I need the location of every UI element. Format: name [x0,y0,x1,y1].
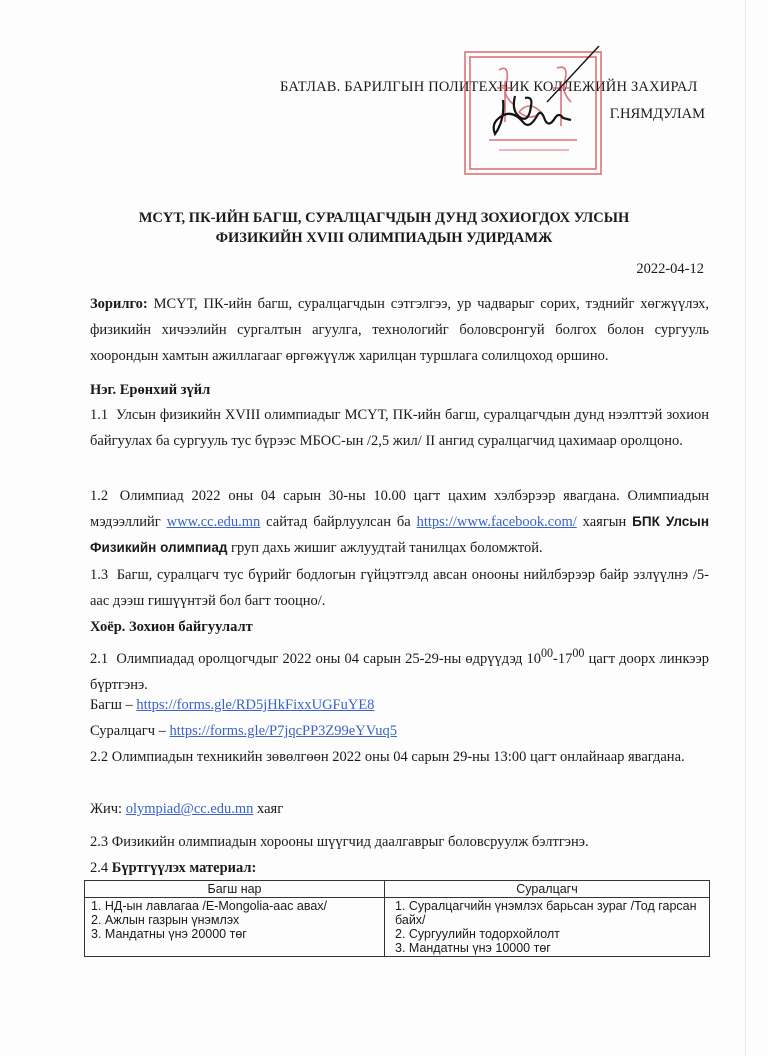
contact-email-link[interactable]: olympiad@cc.edu.mn [125,801,254,817]
item-text: -17 [553,650,573,667]
item-number: 1.2 [90,488,109,504]
title-line-1: МСҮТ, ПК-ИЙН БАГШ, СУРАЛЦАГЧДЫН ДУНД ЗОХИОГДОХ УЛСЫН [138,210,630,226]
scan-edge [745,0,746,1056]
contact-suffix: хаяг [253,801,284,817]
list-item: 2. Сургуулийн тодорхойлолт [395,927,560,941]
student-label: Суралцагч – [90,723,170,739]
website-link[interactable]: www.cc.edu.mn [166,514,261,530]
document-date: 2022-04-12 [636,261,704,277]
teacher-label: Багш – [90,697,137,713]
table-row [85,898,710,957]
title-line-2: ФИЗИКИЙН XVIII ОЛИМПИАДЫН УДИРДАМЖ [215,230,553,246]
registration-materials-table [84,880,710,957]
list-item-2-4 [90,855,709,881]
teacher-registration [90,692,709,718]
goal-text: МСҮТ, ПК-ийн багш, суралцагчдын сэтгэлгээ, ур чадварыг сорих, тэднийг хөгжүүлэх, физикийн хичээлийн сургалтын агуулга, технологийг боловсронгуй болгох болон сургууль хоорондын хамтын ажиллагааг өргөжүүлж харилцан туршлага солилцоход оршино. [90,296,709,364]
time-sup: 00 [540,646,554,660]
document-title [0,208,768,248]
goal-paragraph [90,291,709,369]
goal-label: Зорилго: [90,296,148,312]
contact-note [90,796,709,822]
item-text: хаягын [576,514,633,530]
item-text: сайтад байрлуулсан ба [260,514,417,530]
item-number: 2.1 [90,650,109,667]
students-cell [385,898,710,957]
list-item: 1. Суралцагчийн үнэмлэх барьсан зураг /Тод гарсан байх/ [395,899,697,927]
list-item-2-2: 2.2 Олимпиадын техникийн зөвөлгөөн 2022 оны 04 сарын 29-ны 13:00 цагт онлайнаар явагдана. [90,749,685,765]
item-number: 1.3 [90,567,109,583]
table-header-students: Суралцагч [385,881,710,898]
item-text: Олимпиадад оролцогчдыг 2022 оны 04 сарын 25-29-ны өдрүүдэд 10 [116,650,541,667]
list-item-1-1 [90,402,709,454]
list-item-1-3 [90,562,709,614]
item-heading: Бүртгүүлэх материал: [111,860,257,876]
list-item: 2. Ажлын газрын үнэмлэх [91,913,240,927]
list-item: 3. Мандатны үнэ 10000 төг [395,941,551,955]
teacher-form-link[interactable]: https://forms.gle/RD5jHkFixxUGFuYE8 [136,697,375,713]
approval-line: БАТЛАВ. БАРИЛГЫН ПОЛИТЕХНИК КОЛЛЕЖИЙН ЗАХИРАЛ [280,79,698,95]
group-name: БПК Улсын Физикийн олимпиад [90,514,709,555]
teachers-cell [85,898,385,957]
item-text: Багш, суралцагч тус бүрийг бодлогын гүйцэтгэлд авсан онооны нийлбэрээр байр эзлүүлнэ /5-аас дээш гишүүнтэй бол багт тооцно/. [90,567,709,609]
list-item: 3. Мандатны үнэ 20000 төг [91,927,247,941]
item-text: груп дахь жишиг ажлуудтай танилцах боломжтой. [227,540,543,556]
item-text: Олимпиад 2022 оны 04 сарын 30-ны 10.00 цагт цахим хэлбэрээр явагдана. Олимпиадын мэдээллийг [90,488,710,530]
time-sup: 00 [572,646,585,660]
section-2-heading: Хоёр. Зохион байгуулалт [90,619,253,635]
student-form-link[interactable]: https://forms.gle/P7jqcPP3Z99eYVuq5 [169,723,398,739]
table-header-row [85,881,710,898]
item-number: 2.4 [90,860,112,876]
list-item-1-2 [90,483,709,561]
table-header-teachers: Багш нар [85,881,385,898]
director-name: Г.НЯМДУЛАМ [609,106,705,122]
list-item: 1. НД-ын лавлагаа /E-Mongolia-аас авах/ [91,899,328,913]
facebook-link[interactable]: https://www.facebook.com/ [416,514,577,530]
item-text: Улсын физикийн XVIII олимпиадыг МСҮТ, ПК-ийн багш, суралцагчдын дунд нээлттэй зохион байгуулах ба сургууль тус бүрээс МБОС-ын /2,5 жил/ II ангид суралцагчид цахимаар оролцоно. [90,407,709,449]
list-item-2-3: 2.3 Физикийн олимпиадын хорооны шүүгчид даалгаврыг боловсруулж бэлтгэнэ. [90,834,589,850]
item-text: цагт доорх линкээр бүртгэнэ. [90,650,709,693]
section-1-heading: Нэг. Ерөнхий зүйл [90,382,211,398]
student-registration [90,718,709,744]
stamp-seal-icon [459,42,607,180]
item-number: 1.1 [90,407,109,423]
contact-label: Жич: [90,801,126,817]
list-item-2-1 [90,640,709,698]
